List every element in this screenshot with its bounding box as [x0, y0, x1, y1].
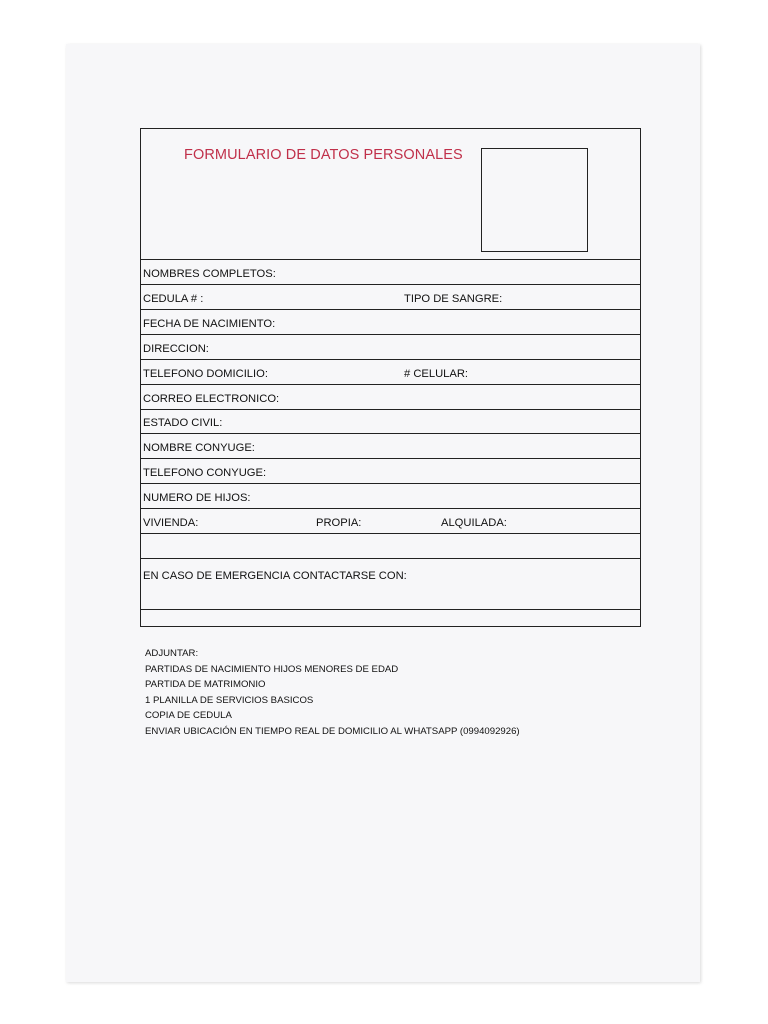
notes-item: PARTIDA DE MATRIMONIO	[145, 679, 266, 690]
row-emergencia	[141, 558, 640, 609]
label-vivienda: VIVIENDA:	[143, 517, 199, 529]
label-correo: CORREO ELECTRONICO:	[143, 393, 280, 405]
notes-item: ENVIAR UBICACIÓN EN TIEMPO REAL DE DOMICILIO AL WHATSAPP (0994092926)	[145, 725, 520, 737]
label-telefono-domicilio: TELEFONO DOMICILIO:	[143, 368, 268, 380]
row-telefono-conyuge	[141, 458, 640, 483]
row-fecha-nacimiento	[141, 309, 640, 334]
label-telefono-conyuge: TELEFONO CONYUGE:	[143, 467, 267, 479]
label-numero-hijos: NUMERO DE HIJOS:	[143, 492, 251, 504]
row-numero-hijos	[141, 483, 640, 508]
row-nombres	[141, 259, 640, 284]
notes-heading: ADJUNTAR:	[145, 648, 199, 659]
row-correo	[141, 384, 640, 409]
personal-data-form	[140, 128, 641, 627]
label-nombres: NOMBRES COMPLETOS:	[143, 268, 276, 280]
notes-item: PARTIDAS DE NACIMIENTO HIJOS MENORES DE EDAD	[145, 663, 399, 675]
label-tipo-sangre: TIPO DE SANGRE:	[404, 293, 503, 305]
row-nombre-conyuge	[141, 433, 640, 458]
label-direccion: DIRECCION:	[143, 343, 209, 355]
label-celular: # CELULAR:	[404, 368, 469, 380]
label-propia: PROPIA:	[316, 517, 362, 529]
attachments-notes	[145, 646, 520, 739]
label-nombre-conyuge: NOMBRE CONYUGE:	[143, 442, 255, 454]
label-fecha-nacimiento: FECHA DE NACIMIENTO:	[143, 318, 276, 330]
notes-item: 1 PLANILLA DE SERVICIOS BASICOS	[145, 694, 314, 706]
label-estado-civil: ESTADO CIVIL:	[143, 417, 223, 429]
row-estado-civil	[141, 409, 640, 433]
label-cedula: CEDULA # :	[143, 293, 204, 305]
row-telefono-domicilio	[141, 359, 640, 384]
row-blank	[141, 533, 640, 558]
row-vivienda	[141, 508, 640, 533]
label-alquilada: ALQUILADA:	[441, 517, 507, 529]
notes-item: COPIA DE CEDULA	[145, 710, 232, 721]
row-cedula	[141, 284, 640, 309]
label-emergencia: EN CASO DE EMERGENCIA CONTACTARSE CON:	[143, 570, 407, 582]
row-direccion	[141, 334, 640, 359]
photo-box	[481, 148, 588, 252]
form-title: FORMULARIO DE DATOS PERSONALES	[184, 147, 463, 163]
row-emergencia-blank	[141, 609, 640, 626]
